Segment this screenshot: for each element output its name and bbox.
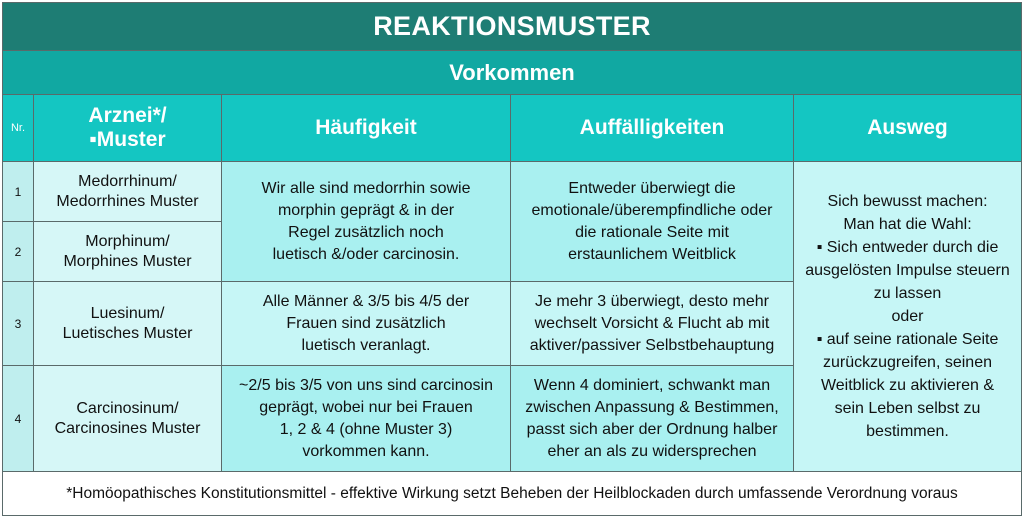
text-line: luetisch veranlagt. — [301, 336, 431, 354]
header-row — [3, 95, 1022, 162]
text-line: Wenn 4 dominiert, schwankt man — [533, 376, 771, 394]
remedy-name-line1: Carcinosinum/ — [76, 399, 179, 417]
row-number: 3 — [3, 282, 34, 366]
text-line: geprägt, wobei nur bei Frauen — [259, 398, 473, 416]
table-subtitle: Vorkommen — [3, 51, 1022, 95]
text-line: zurückzugreifen, seinen — [823, 354, 992, 371]
header-arznei-line1: Arznei*/ — [88, 104, 167, 127]
text-line: Wir alle sind medorrhin sowie — [261, 179, 471, 197]
text-line: passt sich aber der Ordnung halber — [526, 420, 778, 438]
text-line: ausgelösten Impulse steuern — [805, 262, 1010, 279]
auffaelligkeiten-cell-r12 — [511, 162, 794, 282]
reaction-pattern-table-container — [2, 2, 1021, 513]
text-line: bestimmen. — [866, 423, 949, 440]
row-number: 4 — [3, 366, 34, 472]
haeufigkeit-cell-r12 — [222, 162, 511, 282]
row-number: 2 — [3, 222, 34, 282]
text-line: ▪ Sich entweder durch die — [816, 239, 999, 256]
remedy-name-line2: Carcinosines Muster — [54, 419, 201, 437]
remedy-name — [34, 282, 222, 366]
row-number: 1 — [3, 162, 34, 222]
haeufigkeit-cell-r3 — [222, 282, 511, 366]
remedy-name-line2: Medorrhines Muster — [56, 192, 199, 210]
text-line: Alle Männer & 3/5 bis 4/5 der — [262, 292, 470, 310]
remedy-name — [34, 366, 222, 472]
text-line: morphin geprägt & in der — [277, 201, 455, 219]
text-line: aktiver/passiver Selbstbehauptung — [529, 336, 775, 354]
text-line: emotionale/überempfindliche oder — [531, 201, 773, 219]
reaction-pattern-table — [2, 2, 1022, 516]
text-line: Sich bewusst machen: — [827, 193, 988, 210]
text-line: ~2/5 bis 3/5 von uns sind carcinosin — [239, 376, 493, 394]
auffaelligkeiten-cell-r3 — [511, 282, 794, 366]
text-line: Regel zusätzlich noch — [288, 223, 444, 241]
text-line: Entweder überwiegt die — [568, 179, 736, 197]
text-line: zu lassen — [873, 285, 942, 302]
text-line: Weitblick zu aktivieren & — [820, 377, 995, 394]
remedy-name — [34, 222, 222, 282]
header-arznei-line2: ▪Muster — [89, 128, 166, 151]
text-line: Frauen sind zusätzlich — [286, 314, 446, 332]
remedy-name-line2: Morphines Muster — [63, 252, 192, 270]
text-line: oder — [891, 308, 924, 325]
auffaelligkeiten-cell-r4 — [511, 366, 794, 472]
text-line: zwischen Anpassung & Bestimmen, — [525, 398, 779, 416]
text-line: vorkommen kann. — [302, 442, 430, 460]
haeufigkeit-cell-r4 — [222, 366, 511, 472]
table-title: REAKTIONSMUSTER — [3, 3, 1022, 51]
text-line: 1, 2 & 4 (ohne Muster 3) — [279, 420, 453, 438]
remedy-name-line1: Medorrhinum/ — [78, 172, 177, 190]
footnote: *Homöopathisches Konstitutionsmittel - effektive Wirkung setzt Beheben der Heilblockaden durch umfassende Verordnung voraus — [3, 472, 1022, 516]
text-line: Man hat die Wahl: — [843, 216, 972, 233]
header-arznei — [34, 95, 222, 162]
text-line: die rationale Seite mit — [575, 223, 729, 241]
text-line: Je mehr 3 überwiegt, desto mehr — [535, 292, 769, 310]
header-auffaelligkeiten: Auffälligkeiten — [511, 95, 794, 162]
remedy-name — [34, 162, 222, 222]
table-row — [3, 162, 1022, 222]
ausweg-cell — [794, 162, 1022, 472]
text-line: eher an als zu widersprechen — [547, 442, 757, 460]
text-line: erstaunlichem Weitblick — [568, 245, 736, 263]
header-haeufigkeit: Häufigkeit — [222, 95, 511, 162]
remedy-name-line2: Luetisches Muster — [62, 324, 193, 342]
text-line: ▪ auf seine rationale Seite — [816, 331, 999, 348]
text-line: sein Leben selbst zu — [834, 400, 981, 417]
text-line: wechselt Vorsicht & Flucht ab mit — [534, 314, 770, 332]
remedy-name-line1: Morphinum/ — [85, 232, 170, 250]
header-ausweg: Ausweg — [794, 95, 1022, 162]
header-nr: Nr. — [3, 95, 34, 162]
remedy-name-line1: Luesinum/ — [90, 304, 165, 322]
text-line: luetisch &/oder carcinosin. — [272, 245, 460, 263]
